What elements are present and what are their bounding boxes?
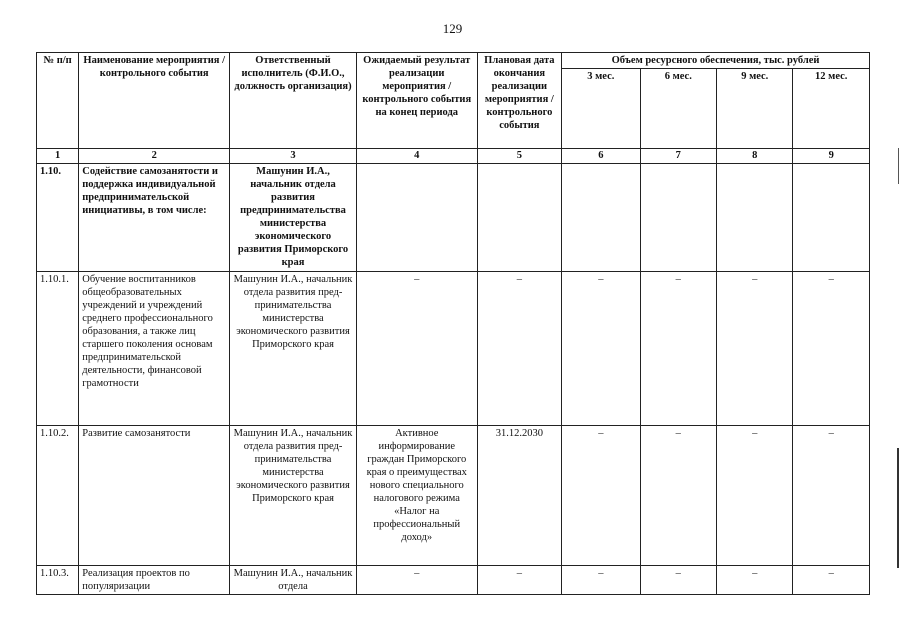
resource-3-months bbox=[562, 164, 640, 272]
activity-name: Развитие самозанятости bbox=[79, 426, 230, 566]
resource-12-months bbox=[793, 164, 870, 272]
planned-date: – bbox=[477, 566, 562, 595]
header-9-months: 9 мес. bbox=[717, 69, 793, 149]
header-resources: Объем ресурсного обеспечения, тыс. рублей bbox=[562, 53, 870, 69]
column-number: 2 bbox=[79, 149, 230, 164]
column-number: 6 bbox=[562, 149, 640, 164]
header-12-months: 12 мес. bbox=[793, 69, 870, 149]
resource-9-months: – bbox=[717, 566, 793, 595]
table-row bbox=[37, 164, 870, 272]
resource-9-months: – bbox=[717, 272, 793, 426]
column-number: 7 bbox=[640, 149, 716, 164]
resource-3-months: – bbox=[562, 426, 640, 566]
resource-9-months bbox=[717, 164, 793, 272]
expected-result bbox=[356, 164, 477, 272]
action-plan-table bbox=[36, 52, 870, 595]
header-name: Наименование мероприятия / контрольного события bbox=[79, 53, 230, 149]
responsible-person: Машунин И.А., начальник отдела развития пред-принимательства министерства экономического развития Приморского края bbox=[230, 272, 357, 426]
row-number: 1.10.3. bbox=[37, 566, 79, 595]
planned-date: – bbox=[477, 272, 562, 426]
header-responsible: Ответственный исполнитель (Ф.И.О., должность организация) bbox=[230, 53, 357, 149]
column-number: 8 bbox=[717, 149, 793, 164]
column-number: 3 bbox=[230, 149, 357, 164]
expected-result: – bbox=[356, 566, 477, 595]
page-number: 129 bbox=[442, 21, 463, 36]
scan-edge-mark bbox=[897, 448, 899, 568]
header-result: Ожидаемый результат реализации мероприятия / контрольного события на конец периода bbox=[356, 53, 477, 149]
row-number: 1.10.2. bbox=[37, 426, 79, 566]
row-number: 1.10. bbox=[37, 164, 79, 272]
header-3-months: 3 мес. bbox=[562, 69, 640, 149]
scan-edge-mark bbox=[898, 148, 899, 184]
responsible-person: Машунин И.А., начальник отдела bbox=[230, 566, 357, 595]
header-6-months: 6 мес. bbox=[640, 69, 716, 149]
column-number: 1 bbox=[37, 149, 79, 164]
expected-result: Активное информирование граждан Приморского края о преимуществах нового специального налогового режима «Налог на профессиональный доход» bbox=[356, 426, 477, 566]
column-number-row bbox=[37, 149, 870, 164]
activity-name: Содействие самозанятости и поддержка индивидуальной предпринимательской инициативы, в том числе: bbox=[79, 164, 230, 272]
resource-12-months: – bbox=[793, 426, 870, 566]
resource-3-months: – bbox=[562, 566, 640, 595]
activity-name: Обучение воспитанников общеобразовательных учреждений и учреждений среднего профессионального образования, а также лиц старшего поколения основам предпринимательской деятельности, финансовой грамотности bbox=[79, 272, 230, 426]
column-number: 4 bbox=[356, 149, 477, 164]
table-row bbox=[37, 272, 870, 426]
responsible-person: Машунин И.А., начальник отдела развития предпринимательства министерства экономического развития Приморского края bbox=[230, 164, 357, 272]
planned-date bbox=[477, 164, 562, 272]
header-date: Плановая дата окончания реализации мероприятия / контрольного события bbox=[477, 53, 562, 149]
header-num: № п/п bbox=[37, 53, 79, 149]
resource-6-months: – bbox=[640, 426, 716, 566]
resource-3-months: – bbox=[562, 272, 640, 426]
resource-6-months: – bbox=[640, 566, 716, 595]
resource-9-months: – bbox=[717, 426, 793, 566]
table-row bbox=[37, 566, 870, 595]
activity-name: Реализация проектов по популяризации bbox=[79, 566, 230, 595]
row-number: 1.10.1. bbox=[37, 272, 79, 426]
resource-12-months: – bbox=[793, 566, 870, 595]
resource-6-months bbox=[640, 164, 716, 272]
expected-result: – bbox=[356, 272, 477, 426]
planned-date: 31.12.2030 bbox=[477, 426, 562, 566]
responsible-person: Машунин И.А., начальник отдела развития пред-принимательства министерства экономического развития Приморского края bbox=[230, 426, 357, 566]
column-number: 5 bbox=[477, 149, 562, 164]
table-row bbox=[37, 426, 870, 566]
resource-6-months: – bbox=[640, 272, 716, 426]
resource-12-months: – bbox=[793, 272, 870, 426]
column-number: 9 bbox=[793, 149, 870, 164]
